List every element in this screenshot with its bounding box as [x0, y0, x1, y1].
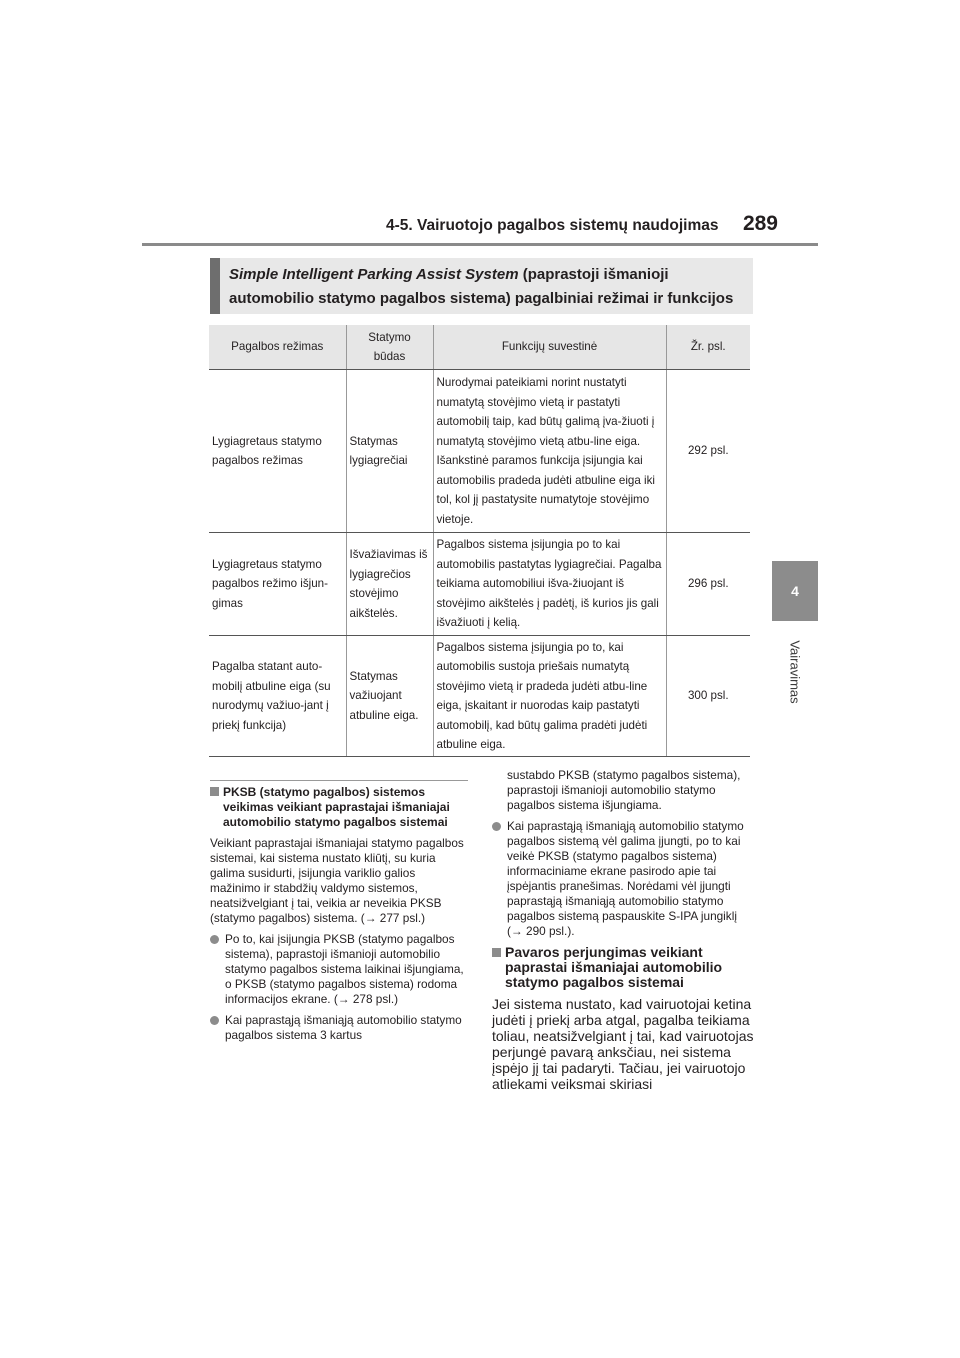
bullet-item: [492, 819, 754, 939]
section-title-italic: Simple Intelligent Parking Assist System: [229, 266, 519, 283]
round-bullet-icon: [210, 935, 219, 944]
page-number: 289: [742, 212, 778, 235]
cell-page-ref: 300 psl.: [666, 636, 750, 757]
cell-summary: Pagalbos sistema įsijungia po to, kai automobilis sustoja priešais numatytą stovėjimo vietą ir pradeda judėti atbu-line eiga, įskaitant ir nuorodas kaip pastatyti automobilį, kad būtų galima pradėti judėti atbuline eiga.: [433, 636, 666, 757]
header-section-title: 4-5. Vairuotojo pagalbos sistemų naudojimas: [386, 217, 719, 234]
gear-shift-paragraph: Jei sistema nustato, kad vairuotojai ketina judėti į priekį arba atgal, pagalba teikiama toliau, neatsižvelgiant į tai, kad vairuotojas perjungė pavarą anksčiau, nei sistema įspėjo jį tai padaryti. Tačiau, jei vairuotojo atliekami veiksmai skiriasi: [492, 996, 754, 1092]
cell-summary: Nurodymai pateikiami norint nustatyti numatytą stovėjimo vietą ir pastatyti automobilį taip, kad būtų galimą įva-žiuoti į numatytą stovėjimo vietą atbu-line eiga. Išankstinė paramos funkcija įsijungia kai automobilis pradeda judėti atbuline eiga iki tol, kol jį pastatysite numatytoje stovėjimo vietoje.: [433, 370, 666, 533]
cell-page-ref: 296 psl.: [666, 533, 750, 636]
chapter-side-label: [760, 632, 830, 712]
header-divider: [142, 243, 818, 246]
square-bullet-icon: [492, 948, 501, 957]
table-header-row: [209, 325, 750, 370]
section-title-rest: (paprastoji išmanioji: [518, 266, 669, 283]
bullet-text: Po to, kai įsijungia PKSB (statymo pagalbos sistema), paprastoji išmanioji automobilio statymo pagalbos sistema laikinai išjungiama, o PKSB (statymo pagalbos sistema) rodoma informacijos ekrane. (→ 278 psl.): [225, 932, 464, 1006]
cell-summary: Pagalbos sistema įsijungia po to kai automobilis pastatytas lygiagrečiai. Pagalba teikiama automobiliui išva-žiuojant iš stovėjimo aikštelės į padėtį, iš kurios jis gali išvažiuoti į kelią.: [433, 533, 666, 636]
chapter-label-text: Vairavimas: [787, 640, 803, 704]
table-row: [209, 370, 750, 533]
cell-mode: Pagalba statant auto-mobilį atbuline eiga (su nurodymų važiuo-jant į priekį funkcija): [209, 636, 346, 757]
cell-method: Statymas lygiagrečiai: [346, 370, 433, 533]
pksb-paragraph: Veikiant paprastajai išmaniajai statymo pagalbos sistemai, kai sistema nustato kliūtį, su kuria galima susidurti, įsijungia variklio galios mažinimo ir stabdžių valdymo sistemos, neatsižvelgiant į tai, veikia ar neveikia PKSB (statymo pagalbos) sistema. (→ 277 psl.): [210, 836, 464, 925]
round-bullet-icon: [210, 1016, 219, 1025]
table-row: [209, 533, 750, 636]
pksb-heading: [210, 785, 468, 830]
cell-mode: Lygiagretaus statymo pagalbos režimas: [209, 370, 346, 533]
cell-page-ref: 292 psl.: [666, 370, 750, 533]
bullet-item: [210, 1013, 468, 1043]
assist-modes-table: [209, 325, 750, 757]
chapter-tab[interactable]: 4: [772, 561, 818, 621]
round-bullet-icon: [492, 822, 501, 831]
table-header: Pagalbos režimas: [209, 325, 346, 370]
bullet-text: Kai paprastąją išmaniąją automobilio statymo pagalbos sistemą vėl galima įjungti, po to kai veikė PKSB (statymo pagalbos sistema) informaciniame ekrane pasirodo apie tai įspėjantis pranešimas. Norėdami vėl įjungti paprastąją išmaniąją automobilio statymo pagalbos sistemą paspauskite S-IPA jungiklį (→ 290 psl.).: [507, 819, 744, 938]
gear-shift-heading-text: Pavaros perjungimas veikiant paprastai išmaniajai automobilio statymo pagalbos sistemai: [505, 944, 723, 990]
table-header: Žr. psl.: [666, 325, 750, 370]
cell-method: Išvažiavimas iš lygiagrečios stovėjimo aikštelės.: [346, 533, 433, 636]
bullet-continuation: sustabdo PKSB (statymo pagalbos sistema), paprastoji išmanioji automobilio statymo pagalbos sistema išjungiama.: [507, 768, 741, 812]
gear-shift-heading: [492, 945, 754, 990]
square-bullet-icon: [210, 787, 219, 796]
bullet-item: [210, 932, 468, 1007]
section-title-box: [210, 258, 753, 314]
table-header: Statymo būdas: [346, 325, 433, 370]
section-title-line-2: automobilio statymo pagalbos sistema) pagalbiniai režimai ir funkcijos: [229, 290, 734, 307]
cell-mode: Lygiagretaus statymo pagalbos režimo išjun-gimas: [209, 533, 346, 636]
pksb-heading-text: PKSB (statymo pagalbos) sistemos veikimas veikiant paprastajai išmaniajai automobilio statymo pagalbos sistemai: [223, 785, 450, 829]
cell-method: Statymas važiuojant atbuline eiga.: [346, 636, 433, 757]
table-row: [209, 636, 750, 757]
table-header: Funkcijų suvestinė: [433, 325, 666, 370]
bullet-text: Kai paprastąją išmaniąją automobilio statymo pagalbos sistema 3 kartus: [225, 1013, 462, 1042]
right-text-column: [492, 768, 754, 1092]
left-text-column: [210, 780, 468, 1049]
